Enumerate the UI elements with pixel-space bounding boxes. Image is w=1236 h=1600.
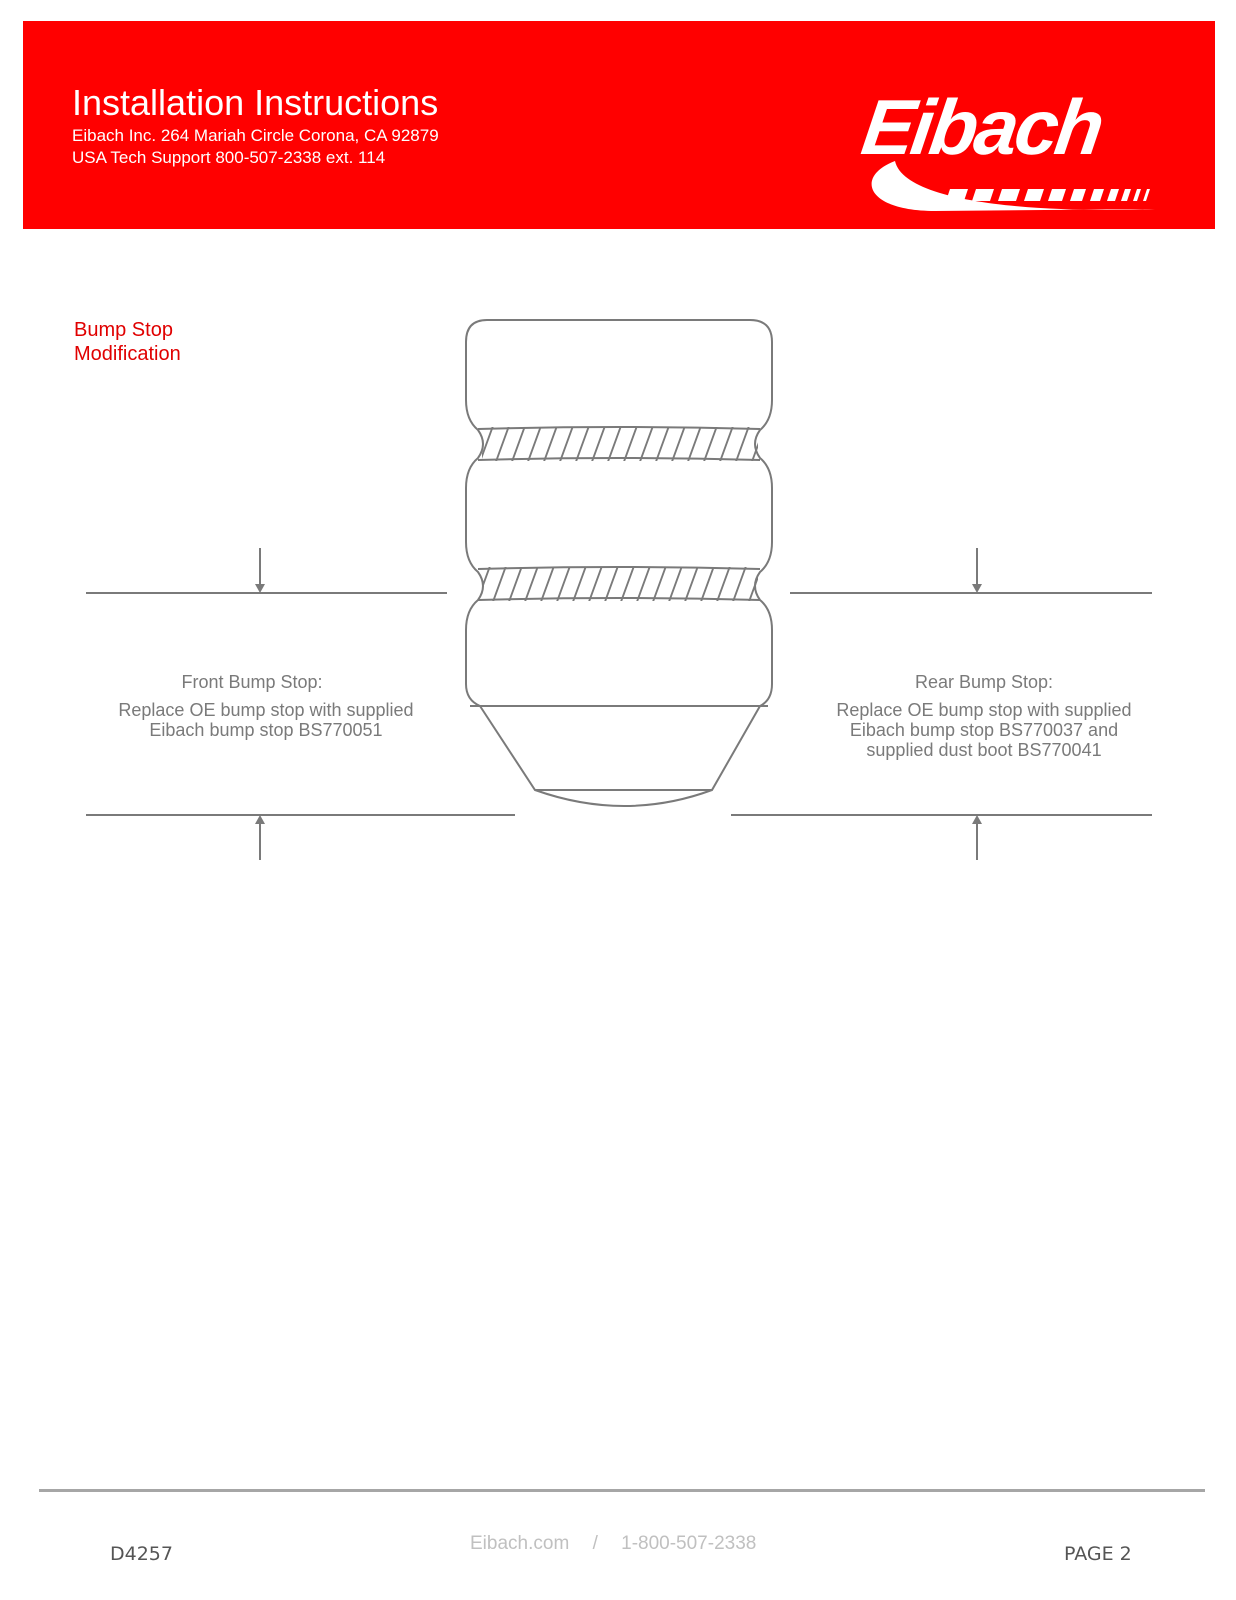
footer-contact bbox=[470, 1533, 756, 1555]
rear-bump-stop-heading: Rear Bump Stop: bbox=[914, 672, 1054, 692]
upper-hatch-band bbox=[482, 427, 758, 461]
footer-website-link[interactable]: Eibach.com bbox=[470, 1533, 570, 1554]
rear-down-arrowhead bbox=[972, 584, 982, 593]
logo-wordmark: Eibach bbox=[856, 83, 1107, 171]
tech-support-line: USA Tech Support 800-507-2338 ext. 114 bbox=[72, 148, 386, 167]
section-title-line2: Modification bbox=[74, 343, 181, 365]
front-up-arrowhead bbox=[255, 815, 265, 824]
bump-stop-outline bbox=[466, 320, 772, 806]
front-bump-stop-instructions: Replace OE bump stop with supplied Eibach bump stop BS770051 bbox=[118, 700, 414, 740]
front-down-arrowhead bbox=[255, 584, 265, 593]
page-title: Installation Instructions bbox=[72, 82, 439, 123]
footer-phone: 1-800-507-2338 bbox=[621, 1533, 757, 1554]
rear-bump-stop-instructions: Replace OE bump stop with supplied Eibach bump stop BS770037 and supplied dust boot BS770041 bbox=[836, 700, 1132, 760]
rear-up-arrowhead bbox=[972, 815, 982, 824]
page-number: PAGE 2 bbox=[1064, 1543, 1132, 1565]
footer-separator: / bbox=[592, 1533, 598, 1554]
document-id: D4257 bbox=[110, 1543, 173, 1565]
lower-hatch-band bbox=[482, 567, 758, 601]
footer-divider bbox=[39, 1489, 1205, 1492]
company-address: Eibach Inc. 264 Mariah Circle Corona, CA 92879 bbox=[72, 126, 439, 145]
section-title-line1: Bump Stop bbox=[74, 319, 173, 341]
front-bump-stop-heading: Front Bump Stop: bbox=[181, 672, 323, 692]
